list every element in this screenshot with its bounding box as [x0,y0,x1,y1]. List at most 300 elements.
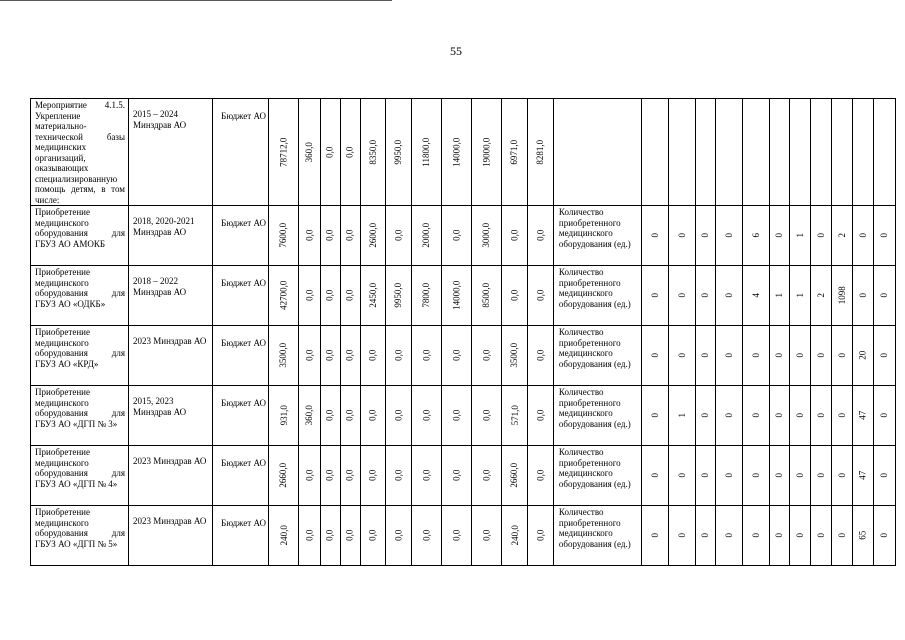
finance-value: 3000,0 [481,223,492,248]
finance-value-cell [528,206,554,266]
years-executor-cell: 2015 – 2024 Минздрав АО [129,99,213,206]
target-value-cell [668,446,695,506]
finance-value-cell [360,206,386,266]
target-value-cell [715,206,742,266]
target-value-cell [668,386,695,446]
finance-value-cell [299,99,320,206]
target-value: 0 [836,353,847,358]
finance-value: 0,0 [451,409,462,422]
finance-value: 0,0 [324,349,335,362]
finance-value-cell [320,266,340,326]
finance-value-cell [299,386,320,446]
finance-value-cell [441,506,471,566]
target-value-cell [641,99,668,206]
target-value: 0 [879,353,890,358]
finance-value-cell [299,326,320,386]
finance-value-cell [472,206,502,266]
target-value-cell [668,326,695,386]
target-value: 0 [649,293,660,298]
finance-value: 0,0 [324,229,335,242]
finance-value: 0,0 [481,469,492,482]
target-value-cell [742,326,769,386]
target-value: 0 [723,473,734,478]
finance-value-cell [528,99,554,206]
finance-value: 0,0 [535,409,546,422]
finance-value-cell [528,386,554,446]
finance-value-cell [528,326,554,386]
target-value-cell [769,99,789,206]
target-value: 0 [750,533,761,538]
finance-value-cell [472,506,502,566]
years-executor-cell: 2023 Минздрав АО [129,506,213,566]
years-executor-cell: 2018, 2020-2021 Минздрав АО [129,206,213,266]
target-value-cell [789,326,810,386]
finance-value: 0,0 [344,146,355,158]
finance-value: 9950,0 [393,283,404,308]
finance-value-cell [412,446,442,506]
funding-source-cell: Бюджет АО [213,506,269,566]
finance-value: 0,0 [393,469,404,482]
funding-source-cell: Бюджет АО [213,266,269,326]
finance-value-cell [528,506,554,566]
finance-value-cell [502,99,528,206]
finance-value-cell [502,266,528,326]
target-value: 0 [774,413,785,418]
target-value-cell [873,386,895,446]
finance-value-cell [320,446,340,506]
finance-value-cell [412,506,442,566]
target-value-cell [831,386,852,446]
target-value: 0 [815,353,826,358]
finance-value-cell [441,99,471,206]
target-value: 0 [750,353,761,358]
indicator-cell: Количество приобретенного медицинского оборудования (ед.) [553,446,641,506]
finance-value-cell [340,446,360,506]
target-value: 0 [750,413,761,418]
table-row [31,266,896,326]
finance-value: 0,0 [481,349,492,362]
target-value-cell [695,446,715,506]
target-value-cell [769,326,789,386]
target-value: 0 [794,413,805,418]
activity-name-cell: Приобретение медицинского оборудования для ГБУЗ АО АМОКБ [31,206,129,266]
finance-value: 2660,0 [278,463,289,488]
years-executor-cell: 2023 Минздрав АО [129,326,213,386]
funding-source-cell: Бюджет АО [213,386,269,446]
target-value: 0 [676,533,687,538]
finance-value-cell [386,326,412,386]
target-value: 0 [794,353,805,358]
target-value: 2 [815,293,826,298]
finance-value-cell [320,386,340,446]
finance-value-cell [269,99,299,206]
target-value-cell [852,326,873,386]
target-value-cell [695,386,715,446]
table-row [31,446,896,506]
finance-value: 78712,0 [278,137,289,167]
finance-value-cell [340,386,360,446]
finance-value-cell [386,446,412,506]
finance-value-cell [386,266,412,326]
target-value: 1098 [836,286,847,305]
finance-value-cell [340,326,360,386]
target-value-cell [695,99,715,206]
finance-value: 0,0 [509,229,520,242]
finance-value-cell [299,206,320,266]
indicator-cell: Количество приобретенного медицинского оборудования (ед.) [553,386,641,446]
indicator-cell [553,99,641,206]
target-value: 0 [774,233,785,238]
finance-value: 571,0 [509,405,520,426]
top-rule [0,0,392,1]
finance-value: 14000,0 [451,137,462,167]
finance-value-cell [528,446,554,506]
target-value-cell [641,206,668,266]
target-value: 0 [700,353,711,358]
target-value: 6 [750,233,761,238]
target-value: 0 [879,293,890,298]
finance-value: 0,0 [344,469,355,482]
target-value: 2 [836,233,847,238]
target-value-cell [810,326,831,386]
target-value: 1 [794,233,805,238]
target-value-cell [742,506,769,566]
target-value: 0 [723,533,734,538]
finance-value: 240,0 [509,525,520,546]
target-value-cell [810,206,831,266]
target-value-cell [873,99,895,206]
target-value: 0 [815,413,826,418]
target-value-cell [810,266,831,326]
funding-source-cell: Бюджет АО [213,99,269,206]
target-value-cell [789,506,810,566]
finance-value: 0,0 [481,409,492,422]
finance-value-cell [269,266,299,326]
finance-value-cell [299,266,320,326]
target-value-cell [769,386,789,446]
finance-value: 0,0 [451,229,462,242]
target-value-cell [695,326,715,386]
finance-value: 0,0 [324,289,335,302]
finance-value-cell [441,386,471,446]
target-value-cell [695,506,715,566]
finance-value: 0,0 [509,289,520,302]
finance-value-cell [299,446,320,506]
target-value-cell [831,326,852,386]
finance-value: 0,0 [344,529,355,542]
target-value-cell [873,506,895,566]
years-executor-cell: 2023 Минздрав АО [129,446,213,506]
target-value: 20 [857,351,868,360]
finance-value: 360,0 [304,405,315,426]
target-value: 0 [676,293,687,298]
years-executor-cell: 2015, 2023 Минздрав АО [129,386,213,446]
target-value: 0 [836,533,847,538]
finance-value: 0,0 [367,409,378,422]
target-value: 0 [723,293,734,298]
target-value-cell [810,506,831,566]
target-value: 0 [857,293,868,298]
finance-value-cell [502,506,528,566]
target-value-cell [873,446,895,506]
finance-value-cell [412,386,442,446]
target-value-cell [873,206,895,266]
finance-value: 0,0 [324,146,335,158]
finance-value: 0,0 [324,529,335,542]
target-value-cell [810,386,831,446]
target-value: 0 [700,413,711,418]
target-value-cell [810,99,831,206]
finance-value-cell [441,206,471,266]
finance-value-cell [269,206,299,266]
activity-name-cell: Приобретение медицинского оборудования для ГБУЗ АО «ДГП № 5» [31,506,129,566]
table-row [31,506,896,566]
finance-value-cell [320,206,340,266]
target-value-cell [695,266,715,326]
target-value: 47 [857,411,868,420]
target-value-cell [742,206,769,266]
target-value-cell [831,506,852,566]
target-value-cell [769,446,789,506]
finance-value: 6971,0 [509,139,520,165]
finance-value: 2660,0 [509,463,520,488]
target-value: 0 [676,233,687,238]
target-value-cell [668,99,695,206]
finance-value: 2600,0 [367,223,378,248]
finance-value-cell [360,386,386,446]
activity-name-cell: Приобретение медицинского оборудования для ГБУЗ АО «ДГП № 3» [31,386,129,446]
target-value: 0 [879,473,890,478]
finance-value: 3500,0 [509,343,520,368]
target-value-cell [668,206,695,266]
target-value-cell [742,99,769,206]
target-value-cell [641,266,668,326]
finance-value-cell [269,326,299,386]
finance-value-cell [502,326,528,386]
indicator-cell: Количество приобретенного медицинского оборудования (ед.) [553,506,641,566]
finance-value-cell [412,99,442,206]
activity-name-cell: Мероприятие 4.1.5. Укрепление материально-технической базы медицинских организаций, оказывающих специализированную помощь детям, в том числе: [31,99,129,206]
finance-value: 8350,0 [367,139,378,165]
finance-value: 3500,0 [278,343,289,368]
activity-name-cell: Приобретение медицинского оборудования для ГБУЗ АО «ОДКБ» [31,266,129,326]
target-value-cell [789,99,810,206]
target-value-cell [852,506,873,566]
indicator-cell: Количество приобретенного медицинского оборудования (ед.) [553,326,641,386]
target-value: 0 [649,413,660,418]
target-value: 0 [700,473,711,478]
target-value: 65 [857,531,868,540]
finance-value-cell [441,446,471,506]
finance-value-cell [269,386,299,446]
target-value-cell [852,206,873,266]
target-value: 1 [794,293,805,298]
target-value-cell [641,506,668,566]
finance-value-cell [340,266,360,326]
finance-value-cell [340,506,360,566]
target-value-cell [789,206,810,266]
target-value-cell [810,446,831,506]
finance-value: 14000,0 [451,280,462,311]
target-value: 0 [836,413,847,418]
finance-value-cell [412,206,442,266]
target-value: 0 [700,233,711,238]
finance-value: 7600,0 [278,223,289,248]
finance-value: 0,0 [367,469,378,482]
finance-value: 0,0 [421,469,432,482]
finance-value: 0,0 [535,289,546,302]
finance-value-cell [299,506,320,566]
target-value: 0 [723,413,734,418]
target-value: 4 [750,293,761,298]
target-value-cell [668,266,695,326]
target-value-cell [715,326,742,386]
target-value-cell [641,386,668,446]
finance-value-cell [441,326,471,386]
finance-value-cell [360,99,386,206]
table-row [31,206,896,266]
finance-value: 8500,0 [481,283,492,308]
finance-value-cell [472,326,502,386]
target-value-cell [789,386,810,446]
finance-value: 0,0 [367,529,378,542]
finance-value-cell [472,446,502,506]
finance-value: 0,0 [535,229,546,242]
target-value: 0 [879,533,890,538]
finance-value-cell [320,506,340,566]
target-value: 0 [774,353,785,358]
finance-value: 0,0 [344,289,355,302]
finance-value: 0,0 [481,529,492,542]
finance-value-cell [269,506,299,566]
target-value-cell [789,266,810,326]
finance-value: 0,0 [304,349,315,362]
finance-value: 42700,0 [278,280,289,311]
table-row [31,99,896,206]
finance-value-cell [412,266,442,326]
finance-value-cell [386,99,412,206]
indicator-cell: Количество приобретенного медицинского оборудования (ед.) [553,266,641,326]
finance-value-cell [360,506,386,566]
target-value-cell [769,206,789,266]
target-value: 0 [676,353,687,358]
finance-value-cell [360,326,386,386]
target-value: 0 [879,233,890,238]
finance-value: 0,0 [304,229,315,242]
target-value: 0 [815,233,826,238]
target-value-cell [695,206,715,266]
finance-value: 0,0 [367,349,378,362]
finance-value: 0,0 [535,529,546,542]
target-value: 0 [723,233,734,238]
target-value: 0 [857,233,868,238]
finance-value-cell [502,206,528,266]
target-value: 0 [815,533,826,538]
finance-value-cell [412,326,442,386]
target-value: 47 [857,471,868,480]
finance-value: 0,0 [324,469,335,482]
target-value: 0 [879,413,890,418]
target-value-cell [831,446,852,506]
finance-value: 0,0 [344,349,355,362]
finance-value-cell [528,266,554,326]
finance-value: 0,0 [421,409,432,422]
table-row [31,386,896,446]
finance-value: 0,0 [451,529,462,542]
finance-value: 931,0 [278,405,289,426]
finance-value: 0,0 [304,529,315,542]
target-value-cell [831,206,852,266]
finance-value: 0,0 [304,469,315,482]
target-value-cell [852,446,873,506]
finance-value: 7800,0 [421,283,432,308]
target-value: 0 [750,473,761,478]
target-value: 0 [676,473,687,478]
target-value-cell [715,386,742,446]
target-value: 0 [774,533,785,538]
target-value-cell [715,266,742,326]
finance-value-cell [386,506,412,566]
finance-value: 8281,0 [535,139,546,165]
finance-value: 360,0 [304,141,315,163]
finance-value: 0,0 [393,229,404,242]
target-value: 0 [836,473,847,478]
target-value-cell [873,266,895,326]
finance-value-cell [269,446,299,506]
funding-source-cell: Бюджет АО [213,206,269,266]
target-value: 0 [774,473,785,478]
page-number: 55 [450,44,462,58]
finance-value: 2000,0 [421,223,432,248]
target-value-cell [769,506,789,566]
target-value-cell [715,99,742,206]
finance-value-cell [472,386,502,446]
target-value-cell [742,386,769,446]
target-value-cell [742,266,769,326]
target-value-cell [668,506,695,566]
target-value-cell [831,266,852,326]
target-value: 1 [774,293,785,298]
finance-value-cell [502,386,528,446]
finance-value-cell [441,266,471,326]
activity-name-cell: Приобретение медицинского оборудования для ГБУЗ АО «КРД» [31,326,129,386]
finance-value: 2450,0 [367,283,378,308]
finance-value: 0,0 [344,229,355,242]
finance-value: 240,0 [278,525,289,546]
target-value: 0 [700,533,711,538]
finance-value: 0,0 [421,349,432,362]
funding-source-cell: Бюджет АО [213,326,269,386]
target-value-cell [789,446,810,506]
finance-value: 0,0 [393,409,404,422]
target-value-cell [852,266,873,326]
finance-value-cell [386,386,412,446]
finance-value-cell [472,266,502,326]
finance-value-cell [502,446,528,506]
finance-value: 19000,0 [481,137,492,167]
target-value: 0 [700,293,711,298]
finance-value-cell [320,326,340,386]
target-value: 0 [723,353,734,358]
target-value: 0 [794,533,805,538]
target-value-cell [715,506,742,566]
finance-value: 9950,0 [393,139,404,165]
finance-value: 0,0 [393,529,404,542]
years-executor-cell: 2018 – 2022 Минздрав АО [129,266,213,326]
target-value: 0 [649,233,660,238]
finance-value: 0,0 [451,469,462,482]
finance-value-cell [340,206,360,266]
